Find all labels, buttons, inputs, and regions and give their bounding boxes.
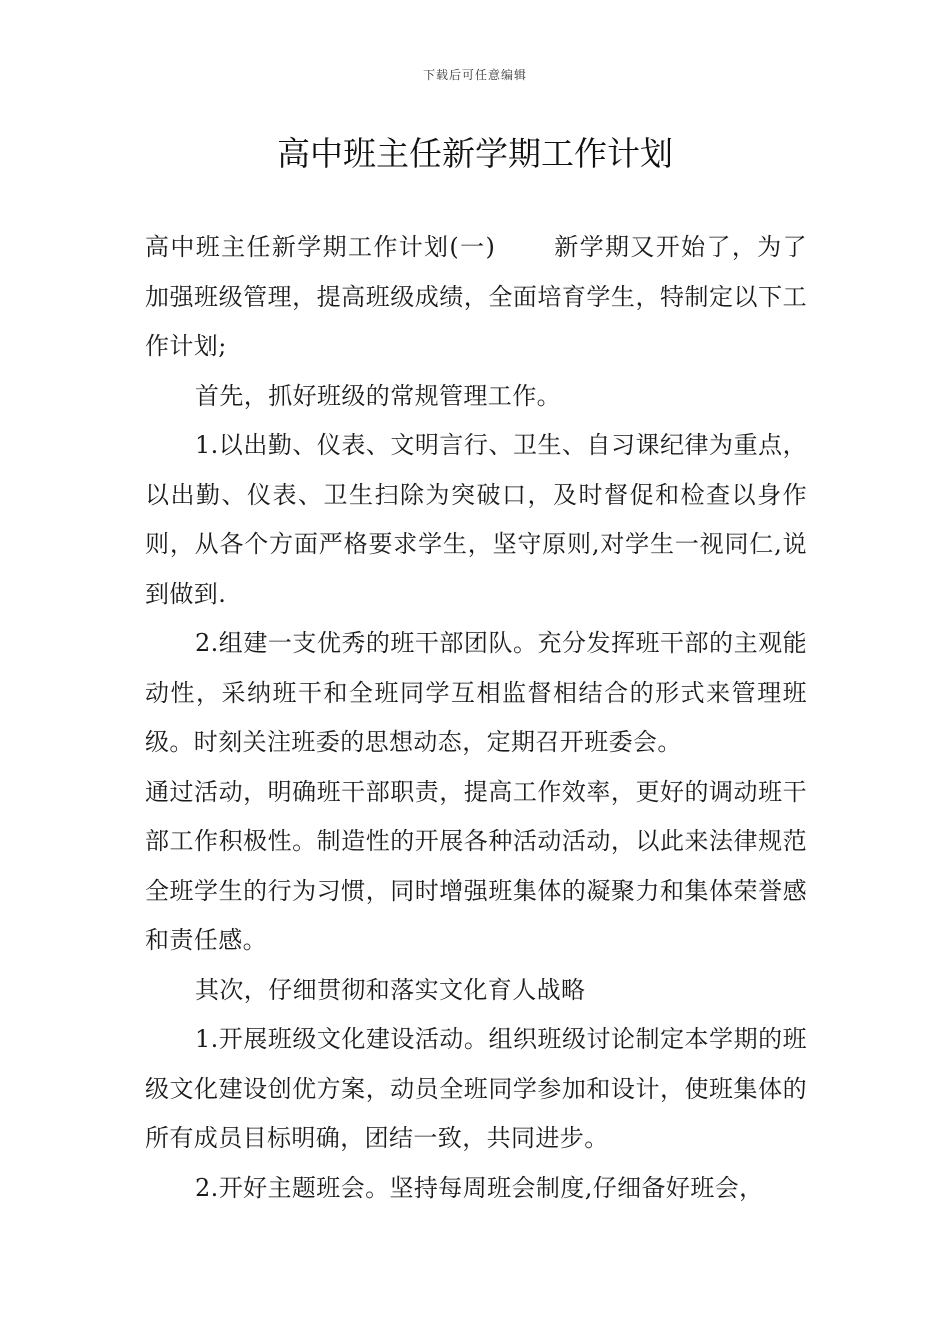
paragraph-5: 其次，仔细贯彻和落实文化育人战略 <box>195 975 586 1004</box>
paragraph-2: 1.以出勤、仪表、文明言行、卫生、自习课纪律为重点，以出勤、仪表、卫生扫除为突破口，及时督促和检查以身作则，从各个方面严格要求学生，坚守原则,对学生一视同仁,说到做到. <box>145 431 807 608</box>
document-title: 高中班主任新学期工作计划 <box>277 134 673 173</box>
paragraph-7: 2.开好主题班会。坚持每周班会制度,仔细备好班会， <box>195 1173 764 1202</box>
intro-text: 新学期又开始了，为了加强班级管理，提高班级成绩，全面培育学生，特制定以下工作计划; <box>145 233 808 360</box>
paragraph-1: 首先，抓好班级的常规管理工作。 <box>195 381 561 410</box>
intro-paragraph <box>145 223 807 372</box>
header-note: 下载后可任意编辑 <box>422 68 527 82</box>
paragraph-6: 1.开展班级文化建设活动。组织班级讨论制定本学期的班级文化建设创优方案，动员全班同学参加和设计，使班集体的所有成员目标明确，团结一致，共同进步。 <box>145 1025 807 1152</box>
paragraph-4: 通过活动，明确班干部职责，提高工作效率，更好的调动班干部工作积极性。制造性的开展各种活动活动，以此来法律规范全班学生的行为习惯，同时增强班集体的凝聚力和集体荣誉感和责任感。 <box>145 777 807 954</box>
intro-subtitle: 高中班主任新学期工作计划(一) <box>145 233 496 261</box>
paragraph-3: 2.组建一支优秀的班干部团队。充分发挥班干部的主观能动性，采纳班干和全班同学互相监督相结合的形式来管理班级。时刻关注班委的思想动态，定期召开班委会。 <box>145 629 807 756</box>
document-body <box>145 223 807 1213</box>
